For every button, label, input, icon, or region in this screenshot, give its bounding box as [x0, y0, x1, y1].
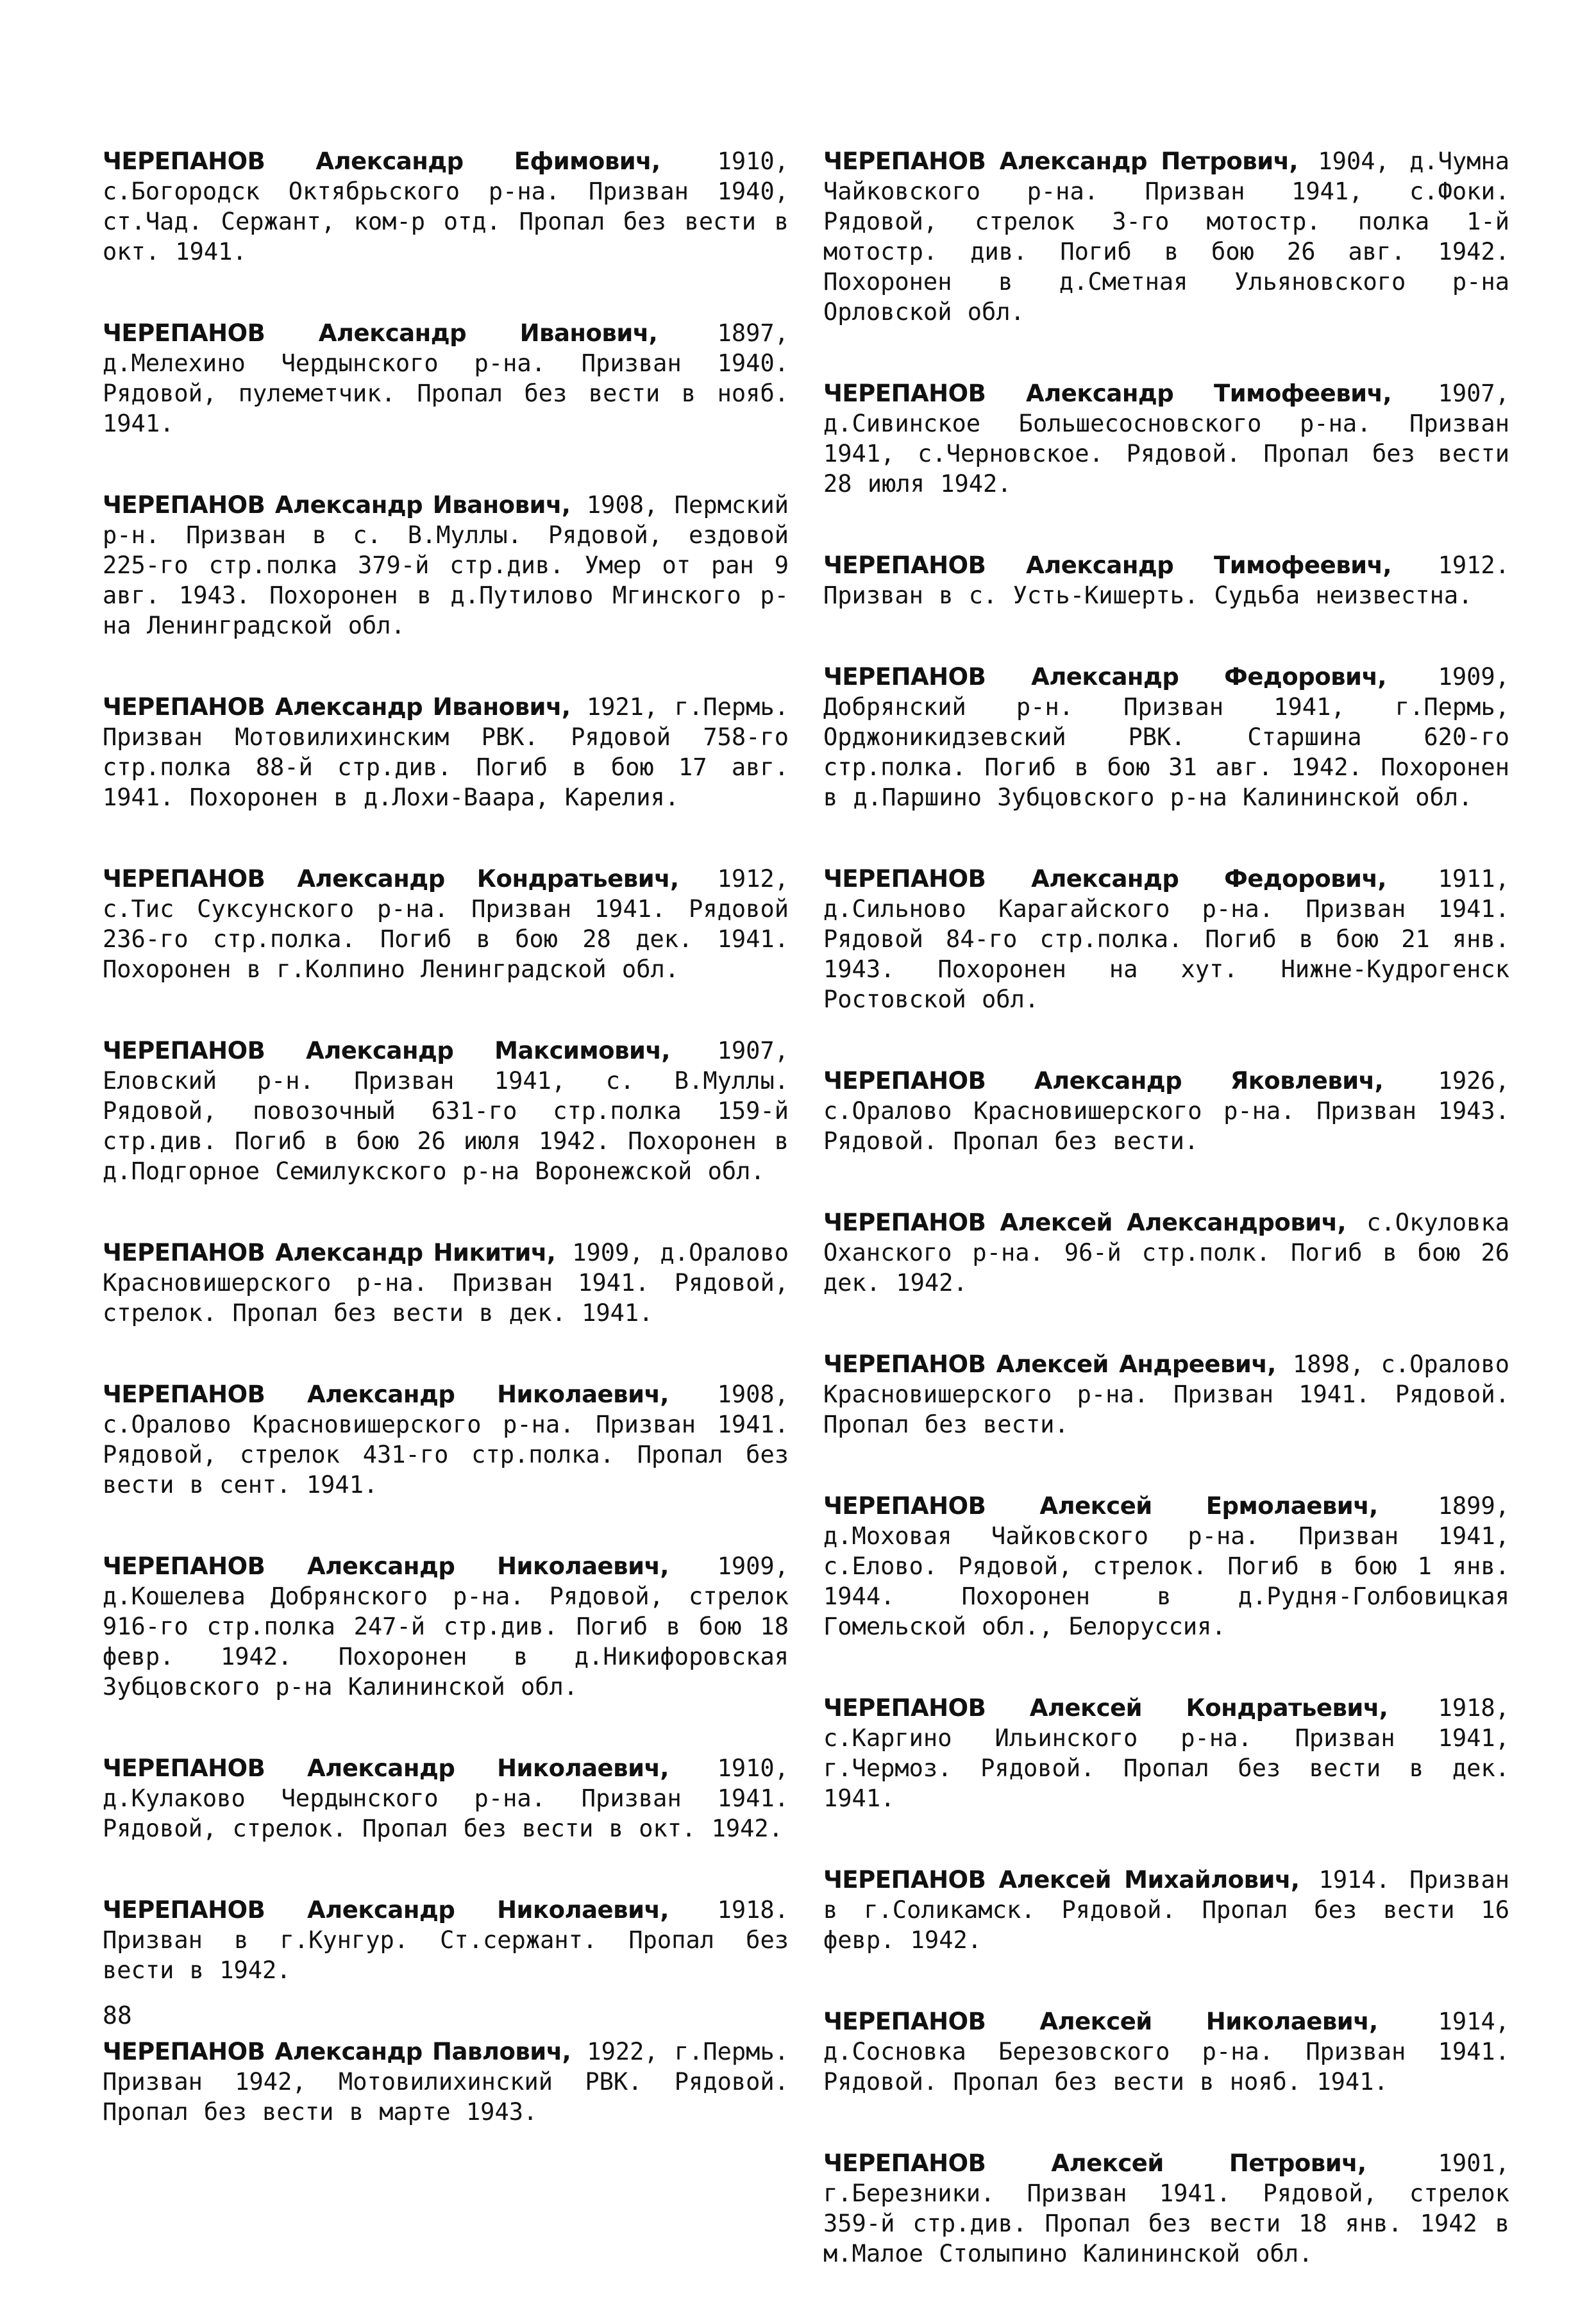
- record-text: 1922, г.Пермь. Призван 1942, Мотовилихинский РВК. Рядовой. Пропал без вести в марте 1943.: [103, 2038, 789, 2126]
- record-text: 1910, д.Кулаково Чердынского р-на. Призван 1941. Рядовой, стрелок. Пропал без вести в окт. 1942.: [103, 1754, 789, 1842]
- record-text: 1910, с.Богородск Октябрьского р-на. Призван 1940, ст.Чад. Сержант, ком-р отд. Пропал без вести в окт. 1941.: [103, 147, 789, 265]
- record-name: ЧЕРЕПАНОВ Александр Николаевич,: [103, 1552, 669, 1580]
- record-name: ЧЕРЕПАНОВ Александр Иванович,: [103, 319, 658, 347]
- record-text: 1907, д.Сивинское Большесосновского р-на. Призван 1941, с.Черновское. Рядовой. Пропал без вести 28 июля 1942.: [823, 380, 1509, 498]
- record-text: 1921, г.Пермь. Призван Мотовилихинским РВК. Рядовой 758-го стр.полка 88-й стр.див. Погиб в бою 17 авг. 1941. Похоронен в д.Лохи-Ваара, Карелия.: [103, 693, 789, 811]
- record-entry: [823, 2148, 1509, 2269]
- record-entry: [823, 550, 1509, 610]
- record-entry: [823, 378, 1509, 499]
- record-name: ЧЕРЕПАНОВ Александр Иванович,: [103, 491, 571, 519]
- record-text: 1914, д.Сосновка Березовского р-на. Призван 1941. Рядовой. Пропал без вести в нояб. 1941.: [823, 2008, 1510, 2096]
- record-entry: [103, 1551, 789, 1702]
- record-name: ЧЕРЕПАНОВ Александр Николаевич,: [103, 1381, 669, 1408]
- record-entry: [823, 2006, 1509, 2097]
- record-entry: [103, 490, 789, 641]
- record-entry: [823, 864, 1509, 1014]
- record-entry: [823, 1693, 1509, 1813]
- record-text: 1908, Пермский р-н. Призван в с. В.Муллы. Рядовой, ездовой 225-го стр.полка 379-й стр.див. Умер от ран 9 авг. 1943. Похоронен в д.Путилово Мгинского р-на Ленинградской обл.: [103, 491, 789, 639]
- record-name: ЧЕРЕПАНОВ Александр Максимович,: [103, 1037, 670, 1064]
- record-name: ЧЕРЕПАНОВ Александр Федорович,: [823, 865, 1386, 893]
- record-name: ЧЕРЕПАНОВ Александр Тимофеевич,: [823, 380, 1391, 407]
- record-name: ЧЕРЕПАНОВ Алексей Кондратьевич,: [823, 1694, 1388, 1722]
- record-text: 1912, с.Тис Суксунского р-на. Призван 1941. Рядовой 236-го стр.полка. Погиб в бою 28 дек. 1941. Похоронен в г.Колпино Ленинградской обл.: [103, 865, 789, 983]
- record-text: 1918. Призван в г.Кунгур. Ст.сержант. Пропал без вести в 1942.: [103, 1896, 789, 1984]
- record-name: ЧЕРЕПАНОВ Александр Ефимович,: [103, 147, 660, 175]
- record-name: ЧЕРЕПАНОВ Александр Петрович,: [823, 147, 1298, 175]
- record-text: 1911, д.Сильново Карагайского р-на. Призван 1941. Рядовой 84-го стр.полка. Погиб в бою 21 янв. 1943. Похоронен на хут. Нижне-Кудрогенск Ростовской обл.: [823, 865, 1509, 1013]
- record-name: ЧЕРЕПАНОВ Александр Кондратьевич,: [103, 865, 679, 893]
- record-entry: [103, 146, 789, 267]
- record-text: 1909, д.Оралово Красновишерского р-на. Призван 1941. Рядовой, стрелок. Пропал без вести в дек. 1941.: [103, 1239, 789, 1327]
- record-name: ЧЕРЕПАНОВ Александр Федорович,: [823, 663, 1386, 691]
- record-text: 1899, д.Моховая Чайковского р-на. Призван 1941, с.Елово. Рядовой, стрелок. Погиб в бою 1 янв. 1944. Похоронен в д.Рудня-Голбовицкая Гомельской обл., Белоруссия.: [823, 1492, 1510, 1640]
- record-name: ЧЕРЕПАНОВ Алексей Ермолаевич,: [823, 1492, 1378, 1520]
- record-entry: [823, 146, 1509, 327]
- record-text: 1908, с.Оралово Красновишерского р-на. Призван 1941. Рядовой, стрелок 431-го стр.полка. Пропал без вести в сент. 1941.: [103, 1381, 789, 1499]
- record-entry: [823, 1491, 1509, 1642]
- record-entry: [823, 1349, 1509, 1440]
- record-name: ЧЕРЕПАНОВ Александр Никитич,: [103, 1239, 556, 1266]
- record-name: ЧЕРЕПАНОВ Александр Яковлевич,: [823, 1067, 1384, 1095]
- record-entry: [823, 1207, 1509, 1298]
- record-entry: [103, 1036, 789, 1186]
- record-entry: [103, 1895, 789, 1985]
- record-text: 1918, с.Каргино Ильинского р-на. Призван 1941, г.Чермоз. Рядовой. Пропал без вести в дек. 1941.: [823, 1694, 1509, 1812]
- record-entry: [103, 1753, 789, 1844]
- record-entry: [103, 692, 789, 812]
- record-text: 1912. Призван в с. Усть-Кишерть. Судьба неизвестна.: [823, 551, 1509, 609]
- record-name: ЧЕРЕПАНОВ Алексей Николаевич,: [823, 2008, 1378, 2035]
- record-text: 1897, д.Мелехино Чердынского р-на. Призван 1940. Рядовой, пулеметчик. Пропал без вести в нояб. 1941.: [103, 319, 789, 437]
- record-entry: [823, 1865, 1509, 1955]
- record-entry: [103, 1379, 789, 1500]
- record-name: ЧЕРЕПАНОВ Александр Павлович,: [103, 2038, 571, 2065]
- record-entry: [823, 1066, 1509, 1156]
- record-name: ЧЕРЕПАНОВ Александр Николаевич,: [103, 1896, 669, 1924]
- record-name: ЧЕРЕПАНОВ Александр Николаевич,: [103, 1754, 669, 1782]
- record-text: 1904, д.Чумна Чайковского р-на. Призван 1941, с.Фоки. Рядовой, стрелок 3-го мотостр. полка 1-й мотостр. див. Погиб в бою 26 авг. 1942. Похоронен в д.Сметная Ульяновского р-на Орловской обл.: [823, 147, 1510, 326]
- record-name: ЧЕРЕПАНОВ Алексей Андреевич,: [823, 1350, 1276, 1378]
- record-text: 1901, г.Березники. Призван 1941. Рядовой, стрелок 359-й стр.див. Пропал без вести 18 янв. 1942 в м.Малое Столыпино Калининской обл.: [823, 2149, 1509, 2267]
- record-entry: [103, 318, 789, 439]
- record-entry: [103, 2037, 789, 2127]
- record-name: ЧЕРЕПАНОВ Алексей Петрович,: [823, 2149, 1366, 2177]
- record-text: 1909, Добрянский р-н. Призван 1941, г.Пермь, Орджоникидзевский РВК. Старшина 620-го стр.полка. Погиб в бою 31 авг. 1942. Похоронен в д.Паршино Зубцовского р-на Калининской обл.: [823, 663, 1509, 811]
- record-name: ЧЕРЕПАНОВ Александр Иванович,: [103, 693, 571, 721]
- record-entry: [823, 662, 1509, 812]
- record-name: ЧЕРЕПАНОВ Александр Тимофеевич,: [823, 551, 1391, 579]
- left-column: [103, 146, 789, 2178]
- record-text: 1907, Еловский р-н. Призван 1941, с. В.Муллы. Рядовой, повозочный 631-го стр.полка 159-й стр.див. Погиб в бою 26 июля 1942. Похоронен в д.Подгорное Семилукского р-на Воронежской обл.: [103, 1037, 789, 1185]
- record-text: 1926, с.Оралово Красновишерского р-на. Призван 1943. Рядовой. Пропал без вести.: [823, 1067, 1509, 1155]
- record-entry: [103, 1238, 789, 1328]
- record-name: ЧЕРЕПАНОВ Алексей Михайлович,: [823, 1866, 1300, 1894]
- record-name: ЧЕРЕПАНОВ Алексей Александрович,: [823, 1209, 1347, 1236]
- record-text: 1909, д.Кошелева Добрянского р-на. Рядовой, стрелок 916-го стр.полка 247-й стр.див. Погиб в бою 18 февр. 1942. Похоронен в д.Никифоровская Зубцовского р-на Калининской обл.: [103, 1552, 789, 1701]
- record-text: с.Окуловка Оханского р-на. 96-й стр.полк. Погиб в бою 26 дек. 1942.: [823, 1209, 1510, 1297]
- record-entry: [103, 864, 789, 984]
- right-column: [823, 146, 1509, 2320]
- record-text: 1914. Призван в г.Соликамск. Рядовой. Пропал без вести 16 февр. 1942.: [823, 1866, 1510, 1954]
- page-number: 88: [103, 2001, 132, 2030]
- record-text: 1898, с.Оралово Красновишерского р-на. Призван 1941. Рядовой. Пропал без вести.: [823, 1350, 1510, 1438]
